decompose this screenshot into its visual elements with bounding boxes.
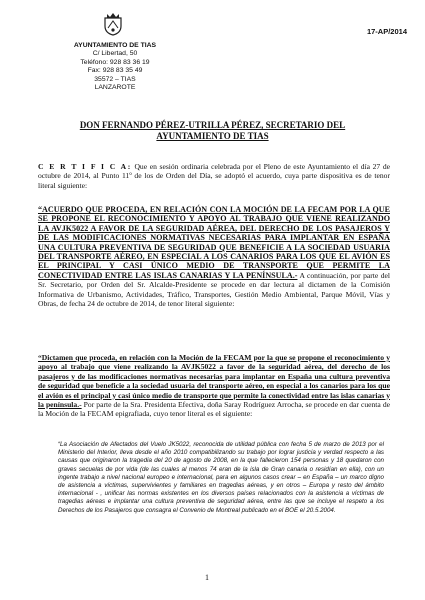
certifica-text: Que en sesión ordinaria celebrada por el Pleno de este Ayuntamiento el día 27 de octubre de 2014, al Punto 11º de los de Orden del Día, se adoptó el acuerdo, cuya parte dispositiva es de tenor literal siguiente: bbox=[38, 162, 390, 190]
signer-line: DON FERNANDO PÉREZ-UTRILLA PÉREZ, SECRETARIO DEL bbox=[79, 120, 346, 130]
address-line: Teléfono: 928 83 36 19 bbox=[80, 58, 150, 66]
page-number: 1 bbox=[205, 573, 209, 582]
address-line: 35572 – TIAS bbox=[94, 75, 136, 83]
motion-quote: “La Asociación de Afectados del Vuelo JK5022, reconocida de utilidad pública con fecha 5 de marzo de 2013 por el Ministerio del Interior, lleva desde el año 2010 compatibilizando su trabajo por lograr justicia y verdad respecto a las causas que originaron la tragedia del 20 de agosto de 2008, en la que fallecieron 154 personas y 18 quedaron con graves secuelas de por vida (de las cuales al menos 74 eran de la isla de Gran canaria o residían en ella), con un ingente trabajo a nivel nacional europeo e internacional, para en algunos casos crear – en España – un marco digno de asistencia a víctimas, supervivientes y familiares en tragedias aéreas, y en otros – Europa y resto del ámbito internacional - , unificar las normas existentes en los diversos países relacionados con la asistencia a víctimas de tragedias aéreas e implantar una cultura preventiva de seguridad aérea, entre las que se incluye el respeto a los Derechos de los Pasajeros que consagra el Convenio de Montreal publicado en el BOE el 20.5.2004. bbox=[58, 441, 384, 514]
certifica-label: C E R T I F I C A: bbox=[38, 162, 132, 171]
address-line: LANZAROTE bbox=[94, 84, 136, 92]
address-line: Fax: 928 83 35 49 bbox=[87, 67, 143, 75]
dictamen-text: Por parte de la Sra. Presidenta Efectiva, doña Saray Rodríguez Arrocha, se procede en dar cuenta de la Moción de la FECAM epigrafiada, cuyo tenor literal es el siguiente: bbox=[38, 400, 390, 419]
agreement-text: A continuación, por parte del Sr. Secretario, por Orden del Sr. Alcalde-Presidente se procede en dar lectura al dictamen de la Comisión Informativa de Urbanismo, Actividades, Tráfico, Transportes, Gestión Medio Ambiental, Parque Móvil, Vías y Obras, de fecha 24 de octubre de 2014, de tenor literal siguiente: bbox=[38, 270, 390, 309]
organization-block bbox=[40, 42, 190, 92]
document-reference: 17-AP/2014 bbox=[366, 27, 407, 36]
agreement-title: “ACUERDO QUE PROCEDA, EN RELACIÓN CON LA MOCIÓN DE LA FECAM POR LA QUE SE PROPONE EL RECONOCIMIENTO Y APOYO AL TRABAJO QUE VIENE REALIZANDO LA AVJK5022 A FAVOR DE LA SEGURIDAD AÉREA, DEL DERECHO DE LOS PASAJEROS Y DE LAS MODIFICACIONES NORMATIVAS NECESARIAS PARA IMPLANTAR EN ESPAÑA UNA CULTURA PREVENTIVA DE SEGURIDAD QUE BENEFICIE A LA SOCIEDAD USUARIA DEL TRANSPORTE AÉREO, EN ESPECIAL A LOS CANARIOS PARA LOS QUE EL AVIÓN ES EL PRINCIPAL Y CASI ÚNICO MEDIO DE TRANSPORTE QUE PERMITE LA CONECTIVIDAD ENTRE LAS ISLAS CANARIAS Y LA PENÍNSULA.- bbox=[38, 205, 390, 280]
signer-line: AYUNTAMIENTO DE TIAS bbox=[156, 131, 269, 141]
dictamen-paragraph bbox=[38, 353, 390, 419]
signer-heading bbox=[30, 120, 395, 142]
dictamen-title: “Dictamen que proceda, en relación con la Moción de la FECAM por la que se propone el reconocimiento y apoyo al trabajo que viene realizando la AVJK5022 a favor de la seguridad aérea, del derecho de los pasajeros y de las modificaciones normativas necesarias para implantar en España una cultura preventiva de seguridad que beneficie a la sociedad usuaria del transporte aéreo, en especial a los canarios para los que el avión es el principal y casi único medio de transporte que permite la conectividad entre las islas canarias y la península.- bbox=[38, 353, 390, 410]
certification-paragraph bbox=[38, 162, 390, 190]
municipal-coat-of-arms-icon bbox=[103, 12, 123, 36]
address-line: C/ Libertad, 50 bbox=[92, 50, 138, 58]
organization-name: AYUNTAMIENTO DE TIAS bbox=[73, 42, 157, 49]
agreement-paragraph bbox=[38, 205, 390, 308]
